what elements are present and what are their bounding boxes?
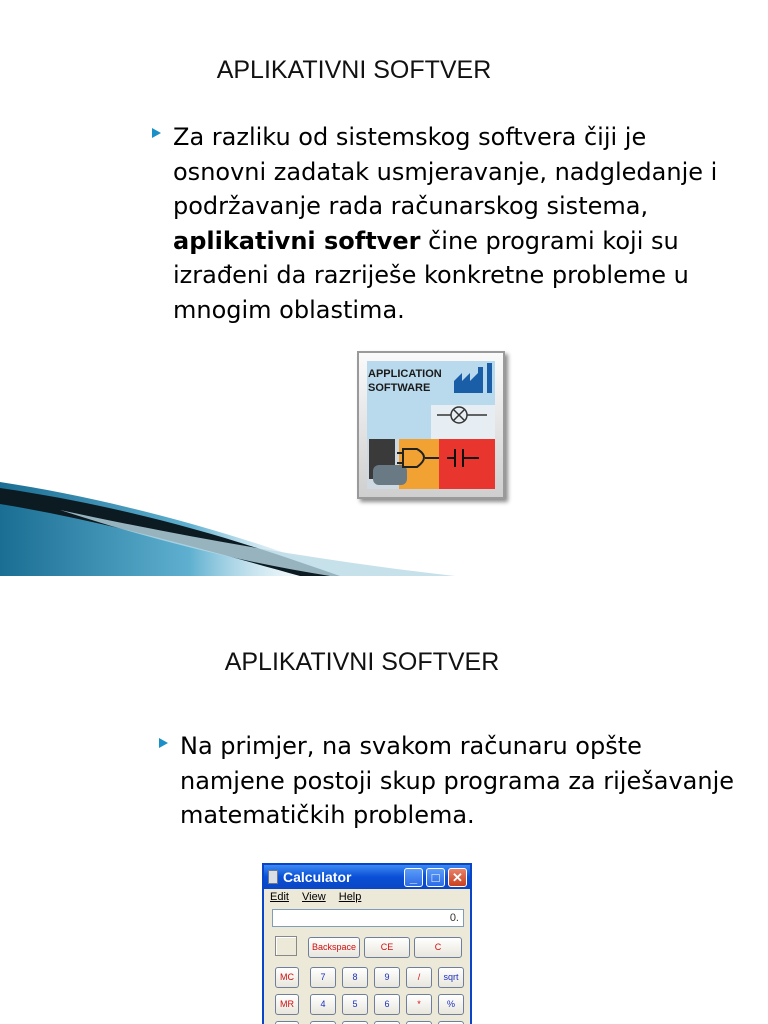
- close-icon[interactable]: ✕: [448, 868, 467, 887]
- mr-button[interactable]: MR: [275, 994, 299, 1015]
- clear-button[interactable]: C: [414, 937, 462, 958]
- key-7[interactable]: 7: [310, 967, 336, 988]
- mc-button[interactable]: MC: [275, 967, 299, 988]
- calculator-icon: [268, 870, 278, 884]
- calculator-titlebar[interactable]: [264, 865, 470, 889]
- minimize-icon[interactable]: _: [404, 868, 423, 887]
- menu-help[interactable]: Help: [338, 891, 362, 903]
- calculator-title: Calculator: [283, 869, 352, 885]
- key-4[interactable]: 4: [310, 994, 336, 1015]
- bullet-triangle-icon: [159, 738, 168, 748]
- backspace-button[interactable]: Backspace: [308, 937, 360, 958]
- slide-title: APLIKATIVNI SOFTVER: [224, 648, 500, 676]
- slide-2: [0, 576, 768, 1024]
- calculator-window: [262, 863, 472, 1024]
- memory-indicator: [275, 936, 297, 956]
- application-software-image: [357, 351, 505, 499]
- calculator-display: 0.: [272, 909, 464, 927]
- key-5[interactable]: 5: [342, 994, 368, 1015]
- divide-button[interactable]: /: [406, 967, 432, 988]
- bullet-paragraph: [173, 120, 743, 327]
- maximize-icon[interactable]: □: [426, 868, 445, 887]
- image-label-line1: APPLICATION: [368, 368, 442, 380]
- menu-view[interactable]: View: [302, 891, 326, 903]
- bullet-bold-term: aplikativni softver: [173, 226, 421, 255]
- calculator-menubar: [264, 889, 470, 905]
- key-6[interactable]: 6: [374, 994, 400, 1015]
- percent-button[interactable]: %: [438, 994, 464, 1015]
- bullet-text-end: čine programi koji su izrađeni da razriješe konkretne probleme u mnogim oblastima.: [173, 226, 689, 324]
- bullet-text-start: Za razliku od sistemskog softvera čiji je osnovni zadatak usmjeravanje, nadgledanje i podržavanje rada računarskog sistema,: [173, 123, 718, 220]
- menu-edit[interactable]: Edit: [270, 891, 289, 903]
- multiply-button[interactable]: *: [406, 994, 432, 1015]
- key-8[interactable]: 8: [342, 967, 368, 988]
- slide-title: APLIKATIVNI SOFTVER: [216, 56, 492, 84]
- ce-button[interactable]: CE: [364, 937, 410, 958]
- image-label-line2: SOFTWARE: [368, 382, 431, 394]
- key-9[interactable]: 9: [374, 967, 400, 988]
- bullet-paragraph: Na primjer, na svakom računaru opšte namjene postoji skup programa za riješavanje matematičkih problema.: [180, 732, 735, 829]
- sqrt-button[interactable]: sqrt: [438, 967, 464, 988]
- bullet-triangle-icon: [152, 128, 161, 138]
- image-label: [368, 367, 458, 395]
